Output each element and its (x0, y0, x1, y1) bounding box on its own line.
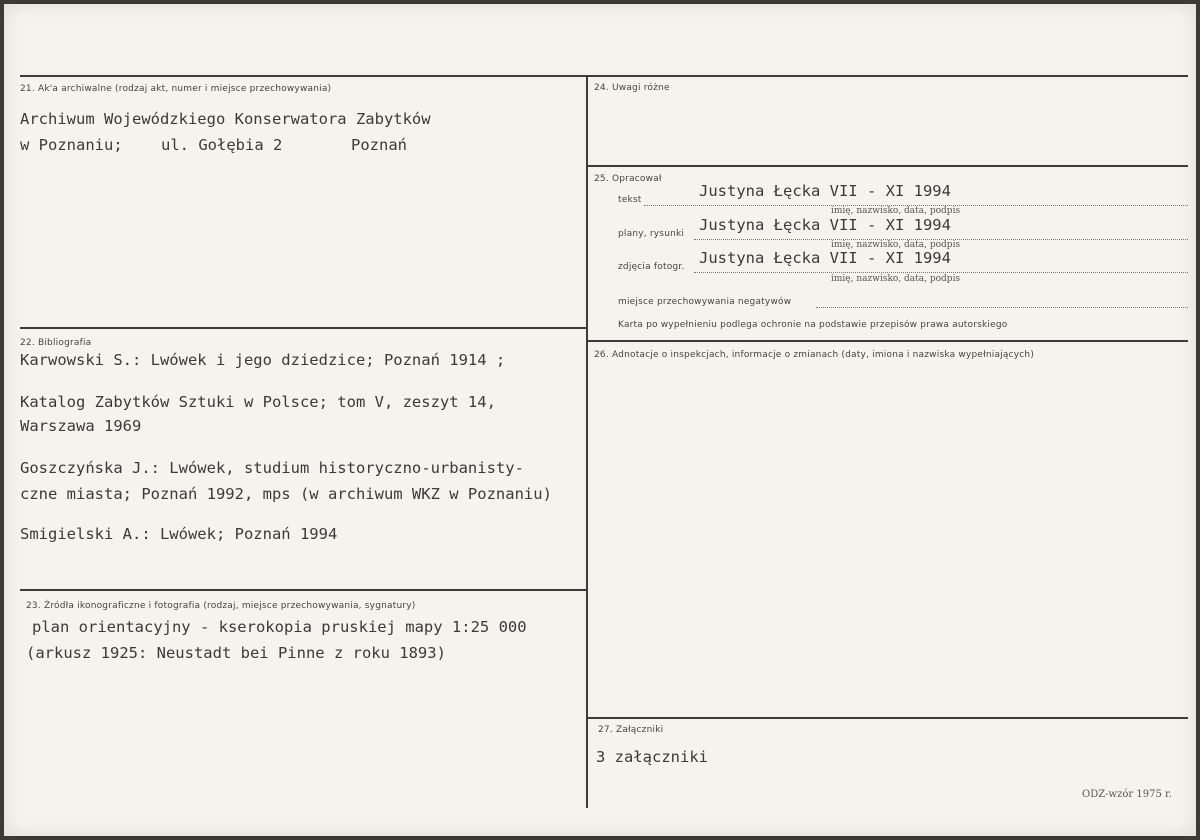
author-row-2-value: Justyna Łęcka VII - XI 1994 (699, 216, 951, 234)
section-21-line-1: Archiwum Wojewódzkiego Konserwatora Zabytków (20, 110, 431, 128)
rule-24-25 (588, 165, 1188, 167)
section-27-label: 27. Załączniki (598, 725, 664, 735)
bibliography-entry-2: Katalog Zabytków Sztuki w Polsce; tom V, zeszyt 14, (20, 393, 496, 411)
record-card (4, 4, 1196, 836)
author-row-2-key: plany, rysunki (618, 229, 685, 239)
author-row-1-caption: imię, nazwisko, data, podpis (831, 206, 961, 216)
author-row-1-value: Justyna Łęcka VII - XI 1994 (699, 182, 951, 200)
section-21-label: 21. Ak'a archiwalne (rodzaj akt, numer i miejsce przechowywania) (20, 84, 332, 94)
rule-22-23 (20, 589, 586, 591)
rule-21-22 (20, 327, 586, 329)
negatives-location-label: miejsce przechowywania negatywów (618, 297, 792, 307)
bibliography-entry-3: Goszczyńska J.: Lwówek, studium historyczno-urbanisty- (20, 459, 524, 477)
bibliography-entry-4: Smigielski A.: Lwówek; Poznań 1994 (20, 525, 338, 543)
section-25-label: 25. Opracował (594, 174, 662, 184)
section-23-label: 23. Źródła ikonograficzne i fotografia (rodzaj, miejsce przechowywania, sygnatury) (26, 601, 416, 611)
section-21-line-2a: w Poznaniu; (20, 136, 123, 154)
section-23-line-2: (arkusz 1925: Neustadt bei Pinne z roku 1893) (26, 644, 446, 662)
rule-26-27 (588, 717, 1188, 719)
author-row-3-caption: imię, nazwisko, data, podpis (831, 274, 961, 284)
bibliography-entry-3-cont: czne miasta; Poznań 1992, mps (w archiwum WKZ w Poznaniu) (20, 485, 552, 503)
author-row-3-key: zdjęcia fotogr. (618, 262, 685, 272)
section-23-line-1: plan orientacyjny - kserokopia pruskiej mapy 1:25 000 (32, 618, 527, 636)
section-21-line-2c: Poznań (351, 136, 407, 154)
form-footer: ODZ-wzór 1975 r. (1082, 789, 1172, 800)
attachments-value: 3 załączniki (596, 748, 708, 766)
author-row-3-value: Justyna Łęcka VII - XI 1994 (699, 249, 951, 267)
bibliography-entry-1: Karwowski S.: Lwówek i jego dziedzice; Poznań 1914 ; (20, 351, 506, 369)
author-row-1-key: tekst (618, 195, 642, 205)
author-row-2-caption: imię, nazwisko, data, podpis (831, 240, 961, 250)
author-row-3-line (694, 272, 1188, 273)
negatives-location-line (816, 307, 1188, 308)
section-21-line-2b: ul. Gołębia 2 (161, 136, 283, 154)
section-26-label: 26. Adnotacje o inspekcjach, informacje o zmianach (daty, imiona i nazwiska wypełniających) (594, 350, 1035, 360)
bibliography-entry-2-cont: Warszawa 1969 (20, 417, 142, 435)
section-24-label: 24. Uwagi różne (594, 83, 670, 93)
top-rule (20, 75, 1188, 77)
rule-25-26 (588, 340, 1188, 342)
copyright-note: Karta po wypełnieniu podlega ochronie na podstawie przepisów prawa autorskiego (618, 320, 1008, 330)
section-22-label: 22. Bibliografia (20, 338, 92, 348)
center-divider (586, 75, 588, 808)
